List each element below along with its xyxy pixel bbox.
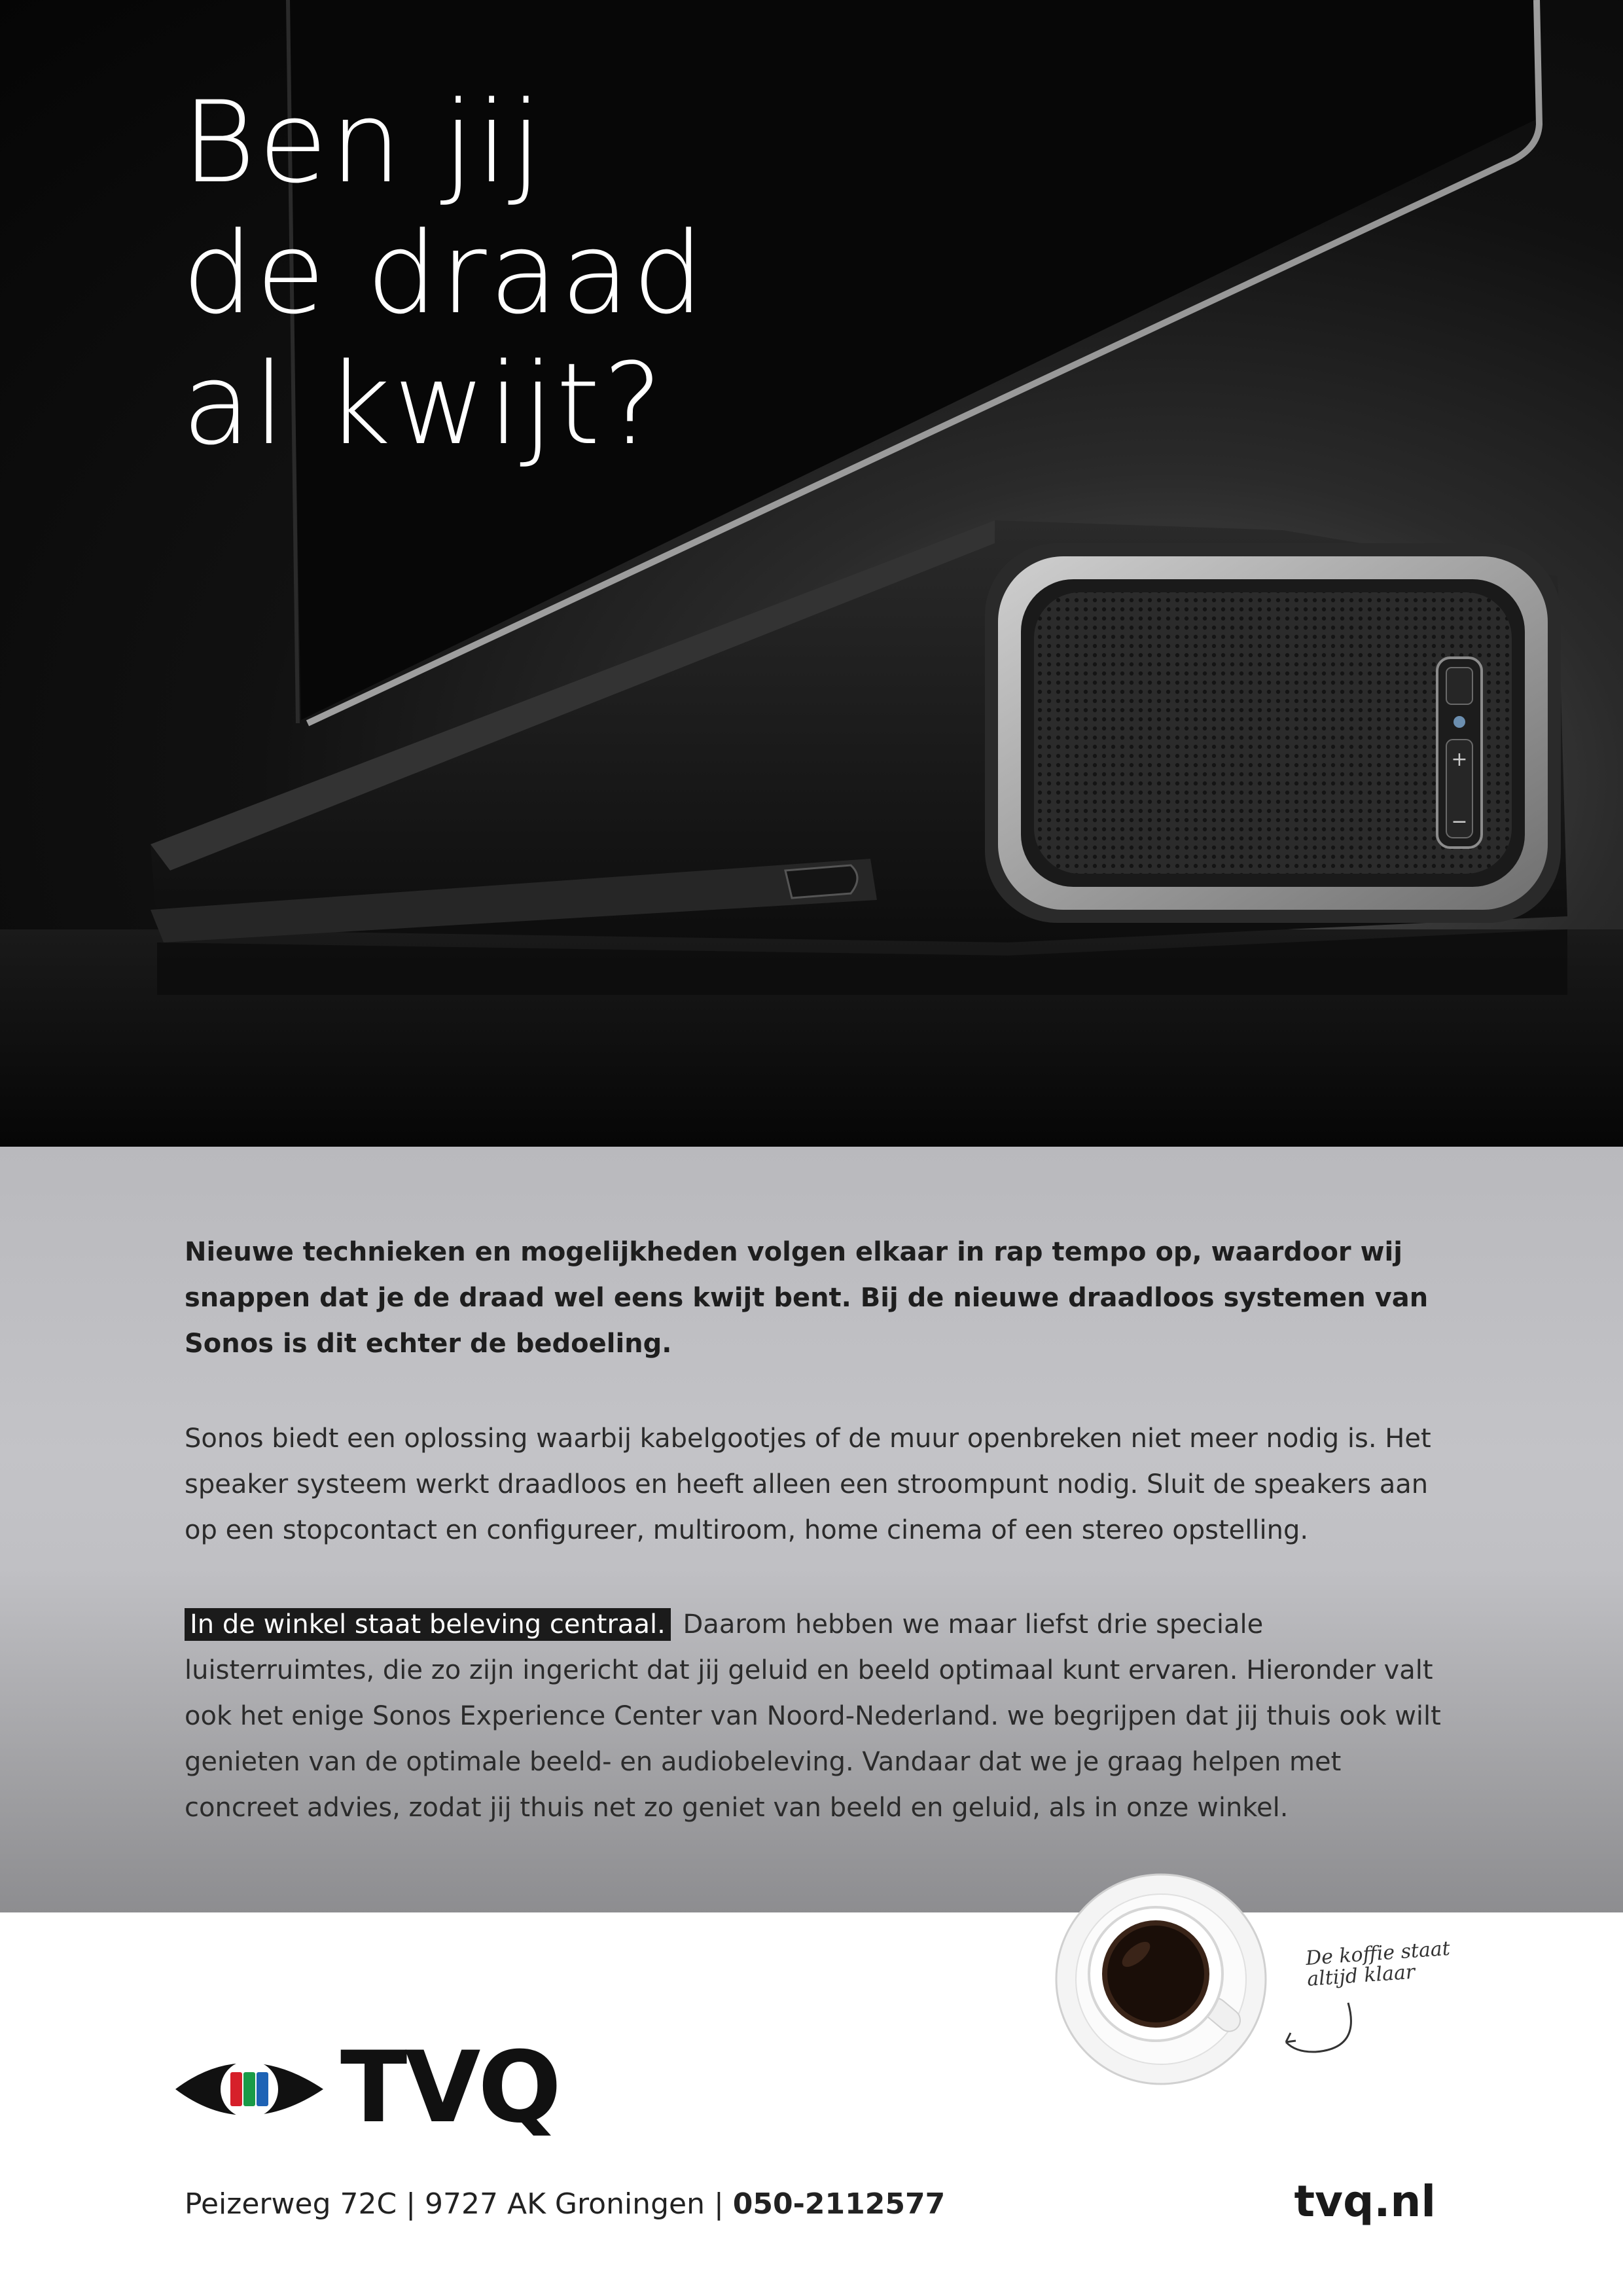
website-link[interactable]: tvq.nl [1294, 2176, 1436, 2227]
address-line [185, 2185, 945, 2224]
paragraph-two: Sonos biedt een oplossing waarbij kabelgootjes of de muur openbreken niet meer nodig is. Het speaker systeem werkt draadloos en heeft alleen een stroompunt nodig. Sluit de speakers aan op een stopcontact en configureer, multiroom, home cinema of een stereo opstelling. [185, 1424, 1431, 1545]
highlight-text: In de winkel staat beleving centraal. [185, 1608, 671, 1641]
hero-photo [0, 0, 1623, 1147]
coffee-note: De koffie staat altijd klaar [1304, 1937, 1451, 1991]
brand-name: TVQ [340, 2031, 559, 2145]
headline-line-3: al kwijt? [182, 338, 666, 470]
intro-paragraph: Nieuwe technieken en mogelijkheden volgen elkaar in rap tempo op, waardoor wij snappen dat je de draad wel eens kwijt bent. Bij de nieuwe draadloos systemen van Sonos is dit echter de bedoeling. [185, 1237, 1429, 1359]
headline [182, 77, 707, 470]
headline-line-2: de draad [182, 207, 707, 339]
street: Peizerweg 72C [185, 2187, 397, 2221]
city: 9727 AK Groningen [425, 2187, 705, 2221]
paragraph-three [185, 1602, 1441, 1831]
phone-number[interactable]: 050-2112577 [732, 2187, 946, 2221]
headline-line-1: Ben jij [182, 77, 544, 208]
svg-text:−: − [1451, 810, 1468, 833]
separator: | [713, 2187, 724, 2221]
curved-arrow-icon [1276, 1990, 1368, 2062]
coffee-cup [1051, 1869, 1271, 2089]
separator: | [406, 2187, 416, 2221]
paragraph-three-text: Daarom hebben we maar liefst drie speciale luisterruimtes, die zo zijn ingericht dat jij geluid en beeld optimaal kunt ervaren. Hieronder valt ook het enige Sonos Experience Center van Noord-Nederland. we begrijpen dat jij thuis ook wilt genieten van de optimale beeld- en audiobeleving. Vandaar dat we je graag helpen met concreet advies, zodat jij thuis net zo geniet van beeld en geluid, als in onze winkel. [185, 1609, 1441, 1823]
svg-text:+: + [1451, 748, 1468, 771]
